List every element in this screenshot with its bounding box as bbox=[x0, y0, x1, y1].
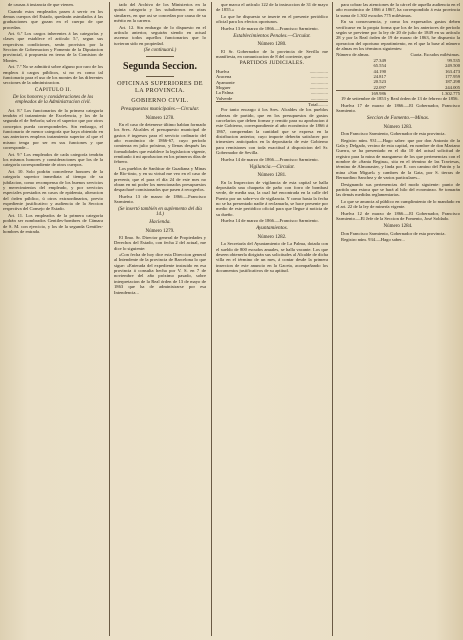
quota-cell: 99.535 bbox=[447, 57, 460, 63]
souls-cell: 20.523 bbox=[373, 79, 387, 85]
signature: Huelva 13 de marzo de 1866.—Francisco Sarmiento. bbox=[114, 193, 206, 205]
districts-table bbox=[216, 69, 328, 107]
chapter-title: De los honores y consideraciones de los empleados de la Administracion civil. bbox=[12, 95, 94, 106]
district-name: Aracena bbox=[216, 74, 232, 80]
signature: Huelva 12 de marzo de 1866.—El Gobernador, Francisco Sarmiento.—El Jefe de la Seccion de Fomento, José Soldado. bbox=[336, 210, 460, 222]
paragraph: Art. 12. Sin embargo de lo dispuesto en el artículo anterior, seguirán siendo en actual ascenso todos aquellos funcionarios que lo tuvieran sido en propiedad. bbox=[114, 24, 206, 46]
district-name: Ayamonte bbox=[216, 79, 235, 85]
leader-dots: ............... bbox=[310, 90, 328, 96]
article-heading: Vigilancia.—Circular. bbox=[249, 163, 295, 170]
paragraph: 19 de setiembre de 1853 y Real órden de 13 de febrero de 1856. bbox=[341, 96, 459, 102]
note: (Se insertó también en suplemento del día 14.) bbox=[118, 206, 202, 217]
paragraph: para cobrar las atenciones de la cárcel de aquella audiencia en el año económico de 1866 á 1867, ha correspondido á esta provincia la suma de 1.302 escudos 775 milésimas. bbox=[336, 2, 460, 18]
quota-cell: 187.298 bbox=[445, 79, 460, 85]
article-number: Número 1278. bbox=[145, 115, 175, 121]
paragraph: Por tanto encargo á los Sres. Alcaldes de los pueblos cabezas de partido, que en los presupuestos de gastos carcelarios que deben formar y remitir para su aprobacion á este Gobierno, correspondiente al año económico de 1866 á 1867, comprendan la cantidad que se expresa en la distribucion anterior, cuyo importe deberán satisfacer por trimestres anticipados en la depositaría de este Gobierno para remisiones con toda exactitud á disposicion del Sr. Gobernador de Sevilla. bbox=[216, 107, 328, 155]
paragraph: En la Inspeccion de vigilancia de esta capital se halla depositada una chaqueta de paño con forro de bombasí verde, de media usa, la cual fué encontrada en la calle del Puerto por un sobre-vo de vigilancia. Y como hasta la fecha no se ha presentado nadie á reclamarla, se hace presente por medio de este periódico oficial para que llegue á noticia de su dueño. bbox=[216, 179, 328, 217]
paragraph: Art. 10. Solo podrán concederse honores de la categoría superior inmediata al tiempo de su jubilacion, como recompensa de los buenos servicios y merecimientos del empleado, y por servicios especiales prestados en casos de epidemia, alteracion del órden público, ú otros extraordinarios, previo expediente justificativo y audiencia de la Seccion respectiva del Consejo de Estado. bbox=[3, 168, 103, 212]
column-divider bbox=[332, 2, 333, 636]
article-heading: Presupuestos municipales.—Circular. bbox=[120, 106, 200, 113]
signature: Huelva 13 de marzo de 1866.—Francisco Sarmiento. bbox=[221, 25, 319, 31]
souls-cell: 22.097 bbox=[373, 84, 387, 90]
table-title: PARTIDOS JUDICIALES. bbox=[239, 60, 305, 67]
signature: Huelva 14 de marzo de 1866.—Francisco Sarmiento. bbox=[221, 156, 319, 162]
continued-note: (Se continuará.) bbox=[143, 47, 177, 53]
article-heading: Seccion de Fomento.—Minas. bbox=[366, 115, 430, 122]
paragraph: Don Francisco Sarmiento, Gobernador de esta provincia. bbox=[341, 230, 446, 236]
district-name: Huelva bbox=[216, 68, 230, 74]
article-number: Número 1282. bbox=[257, 234, 287, 240]
paragraph: «Con fecha de hoy dice esta Direccion general al Intendente de la provincia de Barcelona lo que sigue: «Enterada del expediente instruido en esa provincia á consulta hecha por V. S. en 7 de noviembre del año próximo pasado, sobre interpretacion de la Real órden de 13 de mayo de 1863 que ha de administrarse por esa Intendencia... bbox=[114, 252, 206, 295]
paragraph: Designando sus pertenencias del modo siguiente: punto de partida una estaca que se hará al hilo del ecrominzo. Se tomarán las demás medidas reglamentarias. bbox=[336, 181, 460, 198]
paragraph: Registro núm. 934.—Hago saber... bbox=[341, 237, 405, 243]
souls-cell: 65.554 bbox=[373, 63, 387, 69]
souls-total: 169.986 bbox=[336, 90, 386, 96]
quota-cell: 244.005 bbox=[445, 84, 460, 90]
column-divider bbox=[109, 2, 110, 636]
paragraph: En su consecuencia, y como los expresados gastos deben verificarse en la propia forma que los de los anteriores de período según se previene por la ley de 20 de julio de 1849 en su artículo 28 y por la Real órden de 19 de marzo de 1863, he dispuesto la operacion del oportuno repartimiento, en el que la base al número de almas en los términos siguientes: bbox=[336, 19, 460, 51]
paragraph: Lo que he dispuesto se inserte en el presente periódico oficial para los efectos oportunos. bbox=[216, 13, 328, 25]
paragraph: Art. 7.º No se admitirá sobre alguno por raro de los empleos á cargos públicos, si no es como tal funcionario para el uso de los montes de las diferentes secciones de la administracion. bbox=[3, 64, 103, 86]
article-number: Número 1283. bbox=[383, 124, 413, 130]
quota-cell: 177.959 bbox=[445, 73, 460, 79]
quota-cell: 163.473 bbox=[445, 68, 460, 74]
paragraph: que marca el artículo 122 de la instruccion de 31 de mayo de 1855.» bbox=[216, 2, 328, 13]
article-number: Número 1280. bbox=[257, 42, 287, 48]
leader-dots: ............... bbox=[310, 95, 328, 101]
column-2 bbox=[114, 2, 206, 636]
leader-dots: ............... bbox=[310, 74, 328, 80]
paragraph: En el caso de detenerse último habían formado los Sres. Alcaldes el presupuesto municipal de gastos é ingresos para el servicio ordinario del año económico de 1866-67, cuyo período comienza en julio próximo, y llenas después las formalidades que establece la legislacion vigente, remítanlo á mi aprobacion en los primeros días de febrero. bbox=[114, 121, 206, 165]
leader-dots: ............... bbox=[310, 79, 328, 85]
article-number: Número 1279. bbox=[145, 228, 175, 234]
chapter-heading: CAPITULO II. bbox=[34, 86, 72, 93]
separator bbox=[146, 76, 174, 77]
paragraph: Los pueblos de Sanlúcar de Guadiana y Minas de Río-tinto, y en su virtud me veo en el caso de prevenir, que el para el día 24 de este mes no obran en mi poder los mencionados presupuestos despacharé comisionados que pasen á recogerlos. bbox=[114, 165, 206, 193]
column-1 bbox=[3, 2, 103, 636]
leader-dots: ................ bbox=[309, 68, 328, 74]
souls-cell: 24.817 bbox=[373, 73, 387, 79]
district-name: Valverde bbox=[216, 95, 233, 101]
article-number: Número 1284. bbox=[383, 224, 413, 230]
column-header: Número de almas. bbox=[336, 52, 370, 58]
paragraph: Art. 9.º Los empleados de cada categoría tendrán los mismos honores y consideraciones que los de la categoría correspondiente de otros cuerpos. bbox=[3, 151, 103, 168]
paragraph: Art. 11. Los empleados de la primera categoría podrán ser nombrados Gentiles-hombres de Cámara de S. M. con ejercicio, y los de la segunda Gentiles-hombres de entrada. bbox=[3, 212, 103, 234]
article-heading: Establecimientos Penales.—Circular. bbox=[233, 33, 311, 40]
column-4 bbox=[336, 2, 460, 636]
paragraph: El Ilmo. Sr. Director general de Propiedades y Derechos del Estado, con fecha 2 del actual, me dice lo siguiente: bbox=[114, 234, 206, 251]
paragraph: La Secretaría del Ayuntamiento de La Palma, dotada con el sueldo de 800 escudos anuales, se halla vacante. Los que deseen obtenerla dirigirán sus solicitudes al Alcalde de dicha villa en el término de un mes, á contar desde la primera insercion de este anuncio en la Gaceta, acompañando los documentos justificativos de su aptitud. bbox=[216, 241, 328, 273]
paragraph: Don Francisco Sarmiento, Gobernador de esta provincia. bbox=[341, 131, 446, 137]
article-heading: Ayuntamientos. bbox=[256, 225, 288, 232]
column-divider bbox=[211, 2, 212, 636]
quota-cell: 249.500 bbox=[445, 63, 460, 69]
paragraph: tado del Archivo de los Ministerios en la quinta categoría y los subalternos en otras similares, en que asi se concedan por causa de su mérito en la carrera. bbox=[114, 2, 206, 24]
signature: Huelva 14 de marzo de 1866.—Francisco Sarmiento. bbox=[221, 218, 319, 224]
section-title: Segunda Seccion. bbox=[123, 61, 197, 73]
leader-dots: ................ bbox=[309, 84, 328, 90]
district-name: La Palma bbox=[216, 90, 234, 96]
paragraph: de causas á instancia de que vienen. bbox=[8, 2, 74, 7]
article-number: Número 1281. bbox=[257, 173, 287, 179]
souls-cell: 27.349 bbox=[373, 57, 387, 63]
paragraph: El Sr. Gobernador de la provincia de Sevilla me manifiesta, en comunicacion de 8 del corriente, que bbox=[216, 48, 328, 60]
section-subtitle: GOBIERNO CIVIL. bbox=[131, 97, 189, 105]
column-3 bbox=[216, 2, 328, 636]
column-header-cuota: Cuota. bbox=[410, 52, 423, 58]
souls-cell: 44.190 bbox=[373, 68, 387, 74]
paragraph: Art. 8.º Los funcionarios de la primera categoría tendrán el tratamiento de Excelencia, y los de la segunda el de Señoría; salvo el superior que por otros conceptos pueda corresponderles. Sin embargo, el funcionario de menor categoría que haya obtenido en sus anteriores empleos tratamiento superior al que el mismo tenga por ser en sus funciones y que corresponde... bbox=[3, 107, 103, 151]
quota-total: 1.302.775 bbox=[386, 90, 460, 96]
paragraph: Art. 6.º Los cargos inherentes á las categorías y clases que establece el artículo 5.º, segun sus respectivas condiciones, serán provistos por la Seccion de Gobernacion y Fomento de la Diputacion provincial, á propuesta en terna de la Comision de Montes. bbox=[3, 31, 103, 63]
paragraph: Lo que se anuncia al público en cumplimiento de lo mandado en el art. 22 de la ley de minería vigente. bbox=[336, 198, 460, 210]
section-subtitle: OFICINAS SUPERIORES DE LA PROVINCIA. bbox=[117, 80, 203, 95]
district-name: Moguer bbox=[216, 84, 231, 90]
column-header-units: Escudos milésimas. bbox=[423, 52, 460, 58]
separator bbox=[146, 56, 174, 57]
signature: Huelva 17 de marzo de 1866.—El Gobernador, Francisco Sarmiento. bbox=[336, 102, 460, 114]
total-label: Total......... bbox=[216, 101, 328, 107]
article-heading: Hacienda. bbox=[149, 219, 171, 226]
paragraph: Registro núm. 931.—Hago saber: que por don Antonio de la Gala y Delgado, vecino de esta capital, en nombre de don Mariano Guerra, se ha presentado en el día 10 del actual solicitud de registro para la mina de manganeso de los que pertenencias con el nombre de «Santa Regina», sita en el término de las Traviesas, término de Almonaster, y linda por E. con camino del Patrón y la mina «San Miguel» y cambres de la Gata, por S. tierras de Bernardino Sanchez y de varios particulares... bbox=[336, 137, 460, 181]
quota-table bbox=[336, 52, 460, 96]
paragraph: Cuando estos empleados pasen á servir en los demas cuerpos del Estado, quedarán asimilados á las graduaciones que gozan en el cuerpo de que procedan. bbox=[3, 8, 103, 30]
